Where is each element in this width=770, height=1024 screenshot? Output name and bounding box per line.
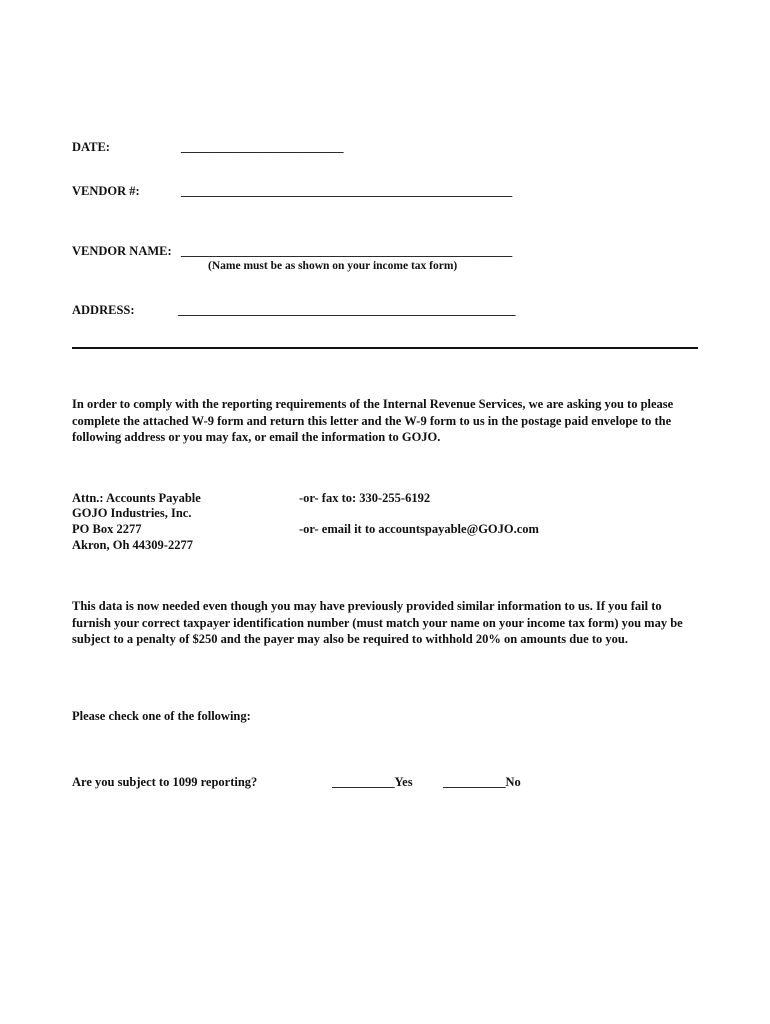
notice-paragraph: This data is now needed even though you may have previously provided similar information to us. If you fail to furnish your correct taxpayer identification number (must match your name on your income tax form) you may be subject to a penalty of $250 and the payer may also be required to withhold 20% on amounts due to you. xyxy=(72,599,683,646)
intro-paragraph: In order to comply with the reporting requirements of the Internal Revenue Services, we are asking you to please complete the attached W-9 form and return this letter and the W-9 form to us in the postage paid envelope to the following address or you may fax, or email the information to GOJO. xyxy=(72,397,674,444)
address-city-state-zip: Akron, Oh 44309-2277 xyxy=(72,538,193,552)
no-option-blank[interactable]: __________No xyxy=(443,775,521,789)
address-company: GOJO Industries, Inc. xyxy=(72,506,192,520)
email-option: -or- email it to accountspayable@GOJO.com xyxy=(299,522,539,536)
vendor-number-label: VENDOR #: xyxy=(72,184,140,198)
reporting-question: Are you subject to 1099 reporting? xyxy=(72,775,258,789)
date-label: DATE: xyxy=(72,140,110,154)
vendor-name-note: (Name must be as shown on your income tax form) xyxy=(208,260,458,272)
address-label: ADDRESS: xyxy=(72,303,135,317)
fax-option: -or- fax to: 330-255-6192 xyxy=(299,491,431,505)
vendor-name-blank[interactable]: _____________________________________________________ xyxy=(181,244,513,258)
date-blank[interactable]: __________________________ xyxy=(181,140,344,154)
address-po-box: PO Box 2277 xyxy=(72,522,142,536)
section-divider xyxy=(72,347,698,349)
address-attn: Attn.: Accounts Payable xyxy=(72,491,201,505)
vendor-name-label: VENDOR NAME: xyxy=(72,244,172,258)
yes-option-blank[interactable]: __________Yes xyxy=(332,775,413,789)
check-instruction: Please check one of the following: xyxy=(72,709,251,723)
address-blank[interactable]: ______________________________________________________ xyxy=(178,303,516,317)
vendor-number-blank[interactable]: _____________________________________________________ xyxy=(181,184,513,198)
